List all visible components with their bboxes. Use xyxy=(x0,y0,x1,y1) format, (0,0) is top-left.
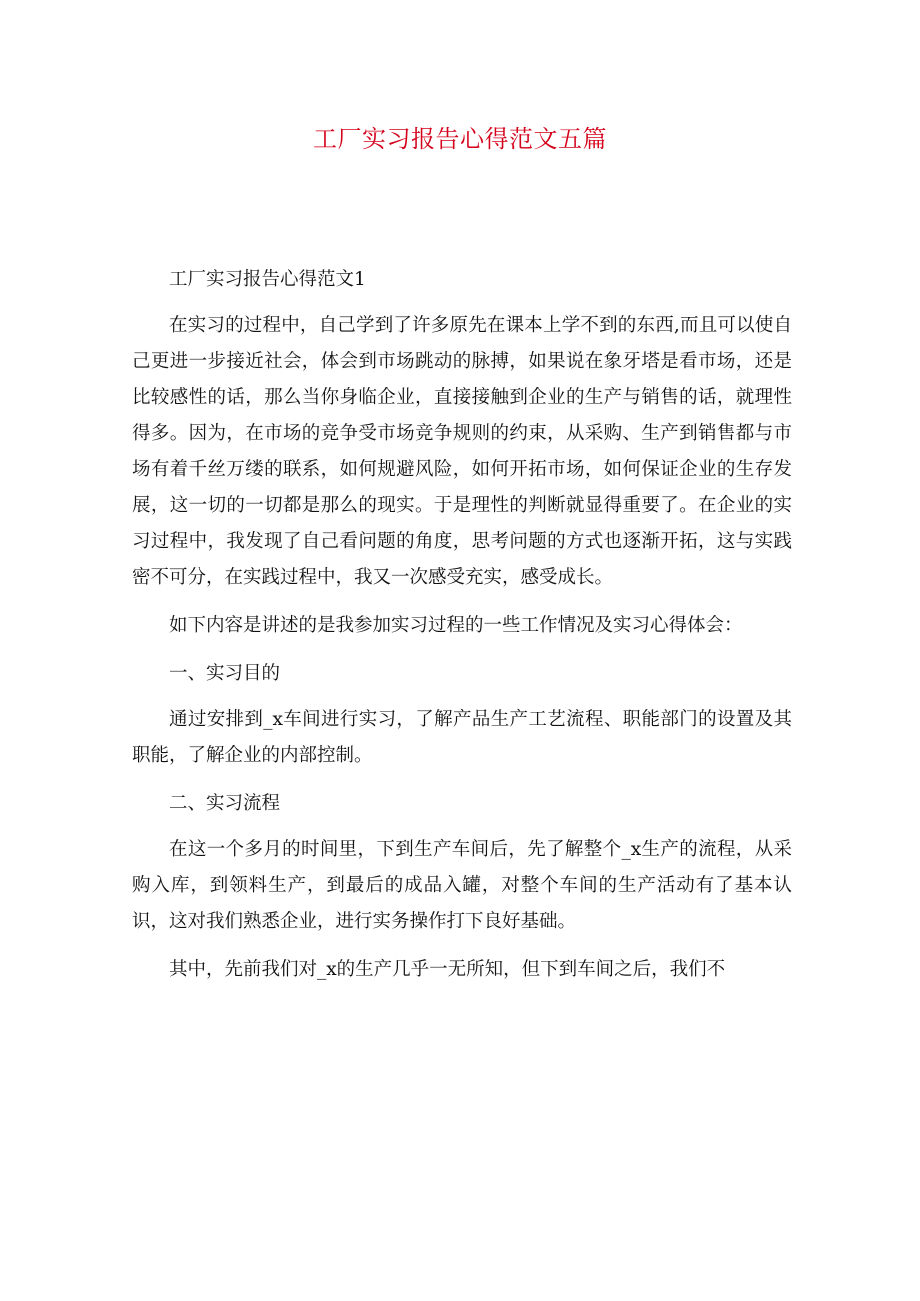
paragraph-overview: 如下内容是讲述的是我参加实习过程的一些工作情况及实习心得体会： xyxy=(169,615,743,636)
paragraph-continuation: 其中，先前我们对_x的生产几乎一无所知，但下到车间之后，我们不 xyxy=(169,959,726,980)
section-heading-purpose: 一、实习目的 xyxy=(169,663,281,684)
paragraph-intro: 在实习的过程中，自己学到了许多原先在课本上学不到的东西,而且可以使自己更进一步接近社会，体会到市场跳动的脉搏，如果说在象牙塔是看市场，还是比较感性的话，那么当你身临企业，直接接触到企业的生产与销售的话，就理性得多。因为，在市场的竞争受市场竞争规则的约束，从采购、生产到销售都与市场有着千丝万缕的联系，如何规避风险，如何开拓市场，如何保证企业的生存发展，这一切的一切都是那么的现实。于是理性的判断就显得重要了。在企业的实习过程中，我发现了自己看问题的角度，思考问题的方式也逐渐开拓，这与实践密不可分，在实践过程中，我又一次感受充实，感受成长。 xyxy=(132,315,792,588)
document-title: 工厂实习报告心得范文五篇 xyxy=(313,125,607,153)
paragraph-process: 在这一个多月的时间里，下到生产车间后，先了解整个_x生产的流程，从采购入库，到领料生产，到最后的成品入罐，对整个车间的生产活动有了基本认识，这对我们熟悉企业，进行实务操作打下良好基础。 xyxy=(132,839,792,932)
document-body xyxy=(132,262,792,1000)
section-heading-essay-1: 工厂实习报告心得范文1 xyxy=(169,269,366,290)
section-heading-process: 二、实习流程 xyxy=(169,793,281,814)
paragraph-purpose: 通过安排到_x车间进行实习，了解产品生产工艺流程、职能部门的设置及其职能，了解企业的内部控制。 xyxy=(132,709,792,766)
